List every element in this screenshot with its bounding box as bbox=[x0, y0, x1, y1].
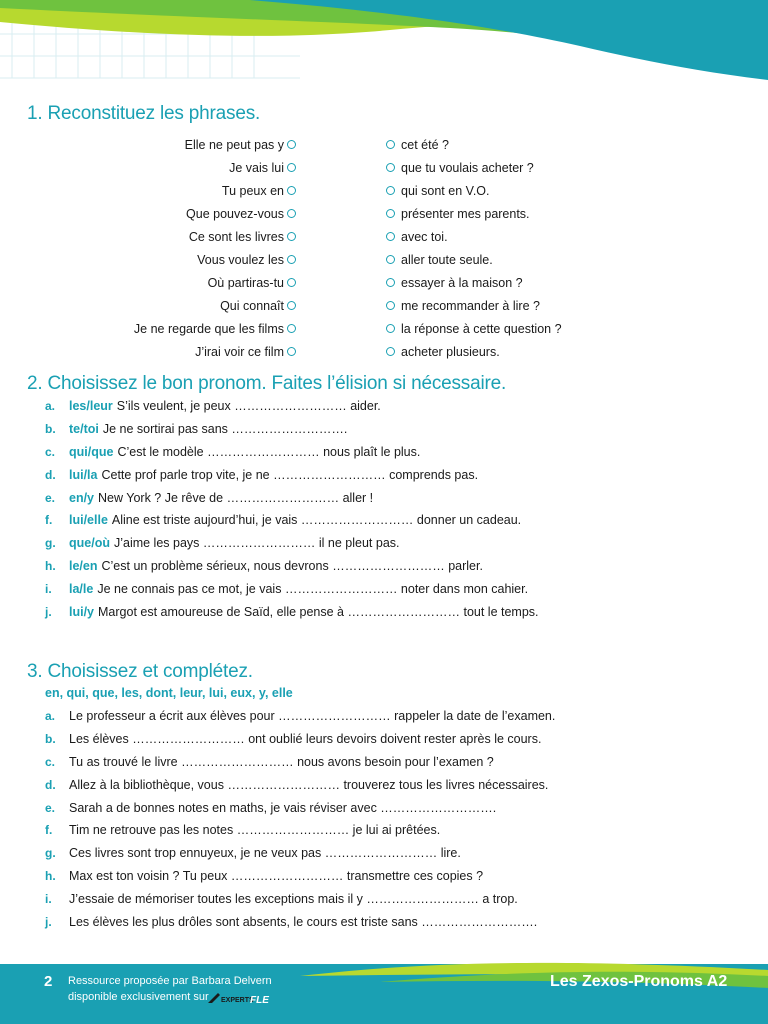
page-number: 2 bbox=[44, 973, 53, 990]
sentence-start: Où partiras-tu bbox=[207, 275, 284, 290]
item-letter: d. bbox=[45, 467, 56, 482]
text-before: New York ? Je rêve de bbox=[98, 490, 224, 505]
answer-blank[interactable]: ……………………… bbox=[273, 467, 386, 482]
text-after: lire. bbox=[440, 846, 461, 861]
answer-blank[interactable]: ……………………… bbox=[278, 709, 391, 724]
match-dot-icon[interactable] bbox=[386, 209, 395, 218]
exercise-1-right-column bbox=[386, 133, 686, 363]
exercise-1-left-item bbox=[100, 133, 296, 156]
exercise-1-left-item bbox=[100, 340, 296, 363]
header-decoration bbox=[0, 0, 768, 90]
logo-arrow-icon bbox=[208, 993, 220, 1003]
pronoun-choice: la/le bbox=[69, 581, 94, 596]
match-dot-icon[interactable] bbox=[287, 163, 296, 172]
exercise-2-item bbox=[45, 509, 745, 532]
text-before: Margot est amoureuse de Saïd, elle pense à bbox=[98, 604, 344, 619]
item-letter: e. bbox=[45, 800, 56, 815]
item-letter: f. bbox=[45, 823, 53, 838]
exercise-2-item bbox=[45, 555, 745, 578]
match-dot-icon[interactable] bbox=[287, 232, 296, 241]
exercise-1-left-item bbox=[100, 271, 296, 294]
exercise-1-right-item bbox=[386, 225, 686, 248]
text-before: Max est ton voisin ? Tu peux bbox=[69, 868, 228, 883]
sentence-end: aller toute seule. bbox=[401, 252, 493, 267]
sentence-end: me recommander à lire ? bbox=[401, 298, 540, 313]
text-after: ont oublié leurs devoirs doivent rester après le cours. bbox=[248, 732, 542, 747]
exercise-2-item bbox=[45, 532, 745, 555]
answer-blank[interactable]: ……………………… bbox=[300, 513, 414, 528]
exercise-2-item bbox=[45, 600, 745, 623]
match-dot-icon[interactable] bbox=[287, 324, 296, 333]
sentence-start: Je ne regarde que les films bbox=[133, 321, 284, 336]
answer-blank[interactable]: ……………………… bbox=[324, 846, 438, 861]
match-dot-icon[interactable] bbox=[287, 278, 296, 287]
pronoun-choice: lui/elle bbox=[69, 513, 108, 528]
item-letter: i. bbox=[45, 891, 52, 906]
match-dot-icon[interactable] bbox=[386, 186, 395, 195]
sentence-start: Je vais lui bbox=[229, 160, 284, 175]
answer-blank[interactable]: ……………………… bbox=[347, 604, 460, 619]
item-letter: e. bbox=[45, 490, 56, 505]
item-letter: j. bbox=[45, 604, 52, 619]
text-after: rappeler la date de l’examen. bbox=[394, 709, 556, 724]
text-after: je lui ai prêtées. bbox=[352, 823, 441, 838]
exercise-3-item bbox=[45, 796, 745, 819]
match-dot-icon[interactable] bbox=[386, 163, 395, 172]
text-after: tout le temps. bbox=[463, 604, 539, 619]
credit-line-2: disponible exclusivement sur bbox=[68, 991, 209, 1003]
pronoun-choice: te/toi bbox=[69, 422, 99, 437]
text-before: J’essaie de mémoriser toutes les exceptions mais il y bbox=[69, 891, 363, 906]
answer-blank[interactable]: ……………………… bbox=[284, 581, 398, 596]
sentence-end: acheter plusieurs. bbox=[401, 344, 500, 359]
text-before: Cette prof parle trop vite, je ne bbox=[101, 467, 270, 482]
text-after: nous plaît le plus. bbox=[323, 444, 421, 459]
answer-blank[interactable]: ……………………… bbox=[366, 891, 479, 906]
sentence-start: Qui connaît bbox=[220, 298, 284, 313]
text-before: Les élèves bbox=[69, 732, 129, 747]
exercise-1-right-item bbox=[386, 294, 686, 317]
exercise-1-left-item bbox=[100, 156, 296, 179]
item-letter: d. bbox=[45, 777, 56, 792]
exercise-3-item bbox=[45, 705, 745, 728]
header-banner bbox=[0, 0, 768, 90]
answer-blank[interactable]: ……………………… bbox=[236, 823, 350, 838]
answer-blank[interactable]: ……………………… bbox=[380, 800, 493, 815]
item-letter: g. bbox=[45, 846, 56, 861]
exercise-1-right-item bbox=[386, 179, 686, 202]
text-before: C’est un problème sérieux, nous devrons bbox=[101, 558, 329, 573]
text-after: . bbox=[492, 800, 497, 815]
item-letter: g. bbox=[45, 536, 56, 551]
text-before: C’est le modèle bbox=[117, 444, 204, 459]
text-after: trouverez tous les livres nécessaires. bbox=[343, 777, 549, 792]
text-before: Ces livres sont trop ennuyeux, je ne veux pas bbox=[69, 846, 322, 861]
sentence-end: présenter mes parents. bbox=[401, 206, 530, 221]
text-before: Tu as trouvé le livre bbox=[69, 754, 178, 769]
match-dot-icon[interactable] bbox=[386, 255, 395, 264]
answer-blank[interactable]: ……………………… bbox=[234, 399, 347, 414]
exercise-1-left-item bbox=[100, 225, 296, 248]
text-after: a trop. bbox=[482, 891, 518, 906]
exercise-1-left-item bbox=[100, 179, 296, 202]
answer-blank[interactable]: ……………………… bbox=[202, 536, 316, 551]
answer-blank[interactable]: ……………………… bbox=[226, 490, 340, 505]
text-after: noter dans mon cahier. bbox=[400, 581, 529, 596]
sentence-end: que tu voulais acheter ? bbox=[401, 160, 534, 175]
svg-text:EXPERTS: EXPERTS bbox=[221, 997, 254, 1004]
item-letter: i. bbox=[45, 581, 52, 596]
exercise-2-item bbox=[45, 395, 745, 418]
exercise-1-right-item bbox=[386, 248, 686, 271]
item-letter: a. bbox=[45, 709, 56, 724]
text-before: Je ne connais pas ce mot, je vais bbox=[97, 581, 282, 596]
text-before: S’ils veulent, je peux bbox=[116, 399, 231, 414]
exercise-3-title: 3. Choisissez et complétez. bbox=[27, 661, 253, 682]
text-before: J’aime les pays bbox=[113, 536, 200, 551]
text-after: donner un cadeau. bbox=[416, 513, 522, 528]
answer-blank[interactable]: ……………………… bbox=[230, 868, 344, 883]
exercise-1-right-item bbox=[386, 133, 686, 156]
answer-blank[interactable]: ……………………… bbox=[231, 422, 344, 437]
item-letter: j. bbox=[45, 914, 52, 929]
sentence-end: essayer à la maison ? bbox=[401, 275, 523, 290]
match-dot-icon[interactable] bbox=[287, 186, 296, 195]
item-letter: b. bbox=[45, 732, 56, 747]
item-letter: b. bbox=[45, 422, 56, 437]
pronoun-choice: que/où bbox=[69, 536, 110, 551]
sentence-start: Tu peux en bbox=[221, 183, 284, 198]
exercise-1-left-item bbox=[100, 202, 296, 225]
text-after: . bbox=[533, 914, 538, 929]
exercise-1-right-item bbox=[386, 271, 686, 294]
match-dot-icon[interactable] bbox=[287, 347, 296, 356]
sentence-start: Vous voulez les bbox=[197, 252, 284, 267]
text-after: aider. bbox=[350, 399, 381, 414]
pronoun-choice: lui/la bbox=[69, 467, 98, 482]
text-before: Les élèves les plus drôles sont absents, le cours est triste sans bbox=[69, 914, 418, 929]
text-after: parler. bbox=[448, 558, 483, 573]
word-bank: en, qui, que, les, dont, leur, lui, eux, y, elle bbox=[45, 686, 293, 700]
exercise-2-title: 2. Choisissez le bon pronom. Faites l’élision si nécessaire. bbox=[27, 373, 507, 394]
match-dot-icon[interactable] bbox=[386, 324, 395, 333]
answer-blank[interactable]: ……………………… bbox=[227, 777, 340, 792]
pronoun-choice: le/en bbox=[69, 558, 98, 573]
text-before: Allez à la bibliothèque, vous bbox=[69, 777, 224, 792]
text-after: comprends pas. bbox=[389, 467, 479, 482]
document-title: Les Zexos-Pronoms A2 bbox=[550, 973, 728, 990]
item-letter: a. bbox=[45, 399, 56, 414]
exercise-3-item bbox=[45, 910, 745, 933]
exercise-3-item bbox=[45, 887, 745, 910]
match-dot-icon[interactable] bbox=[386, 232, 395, 241]
exercise-3-item bbox=[45, 842, 745, 865]
text-before: Le professeur a écrit aux élèves pour bbox=[69, 709, 275, 724]
exercise-3-list bbox=[45, 705, 745, 933]
credit-line-1: Ressource proposée par Barbara Delvern bbox=[68, 975, 272, 987]
exercise-3-item bbox=[45, 728, 745, 751]
answer-blank[interactable]: ……………………… bbox=[207, 444, 320, 459]
item-letter: h. bbox=[45, 558, 56, 573]
match-dot-icon[interactable] bbox=[287, 255, 296, 264]
text-before: Aline est triste aujourd’hui, je vais bbox=[111, 513, 298, 528]
pronoun-choice: les/leur bbox=[69, 399, 113, 414]
exercise-2-item bbox=[45, 577, 745, 600]
answer-blank[interactable]: ……………………… bbox=[332, 558, 445, 573]
item-letter: f. bbox=[45, 513, 53, 528]
text-before: Tim ne retrouve pas les notes bbox=[69, 823, 234, 838]
text-before: Je ne sortirai pas sans bbox=[102, 422, 228, 437]
sentence-start: J’irai voir ce film bbox=[195, 344, 284, 359]
match-dot-icon[interactable] bbox=[386, 347, 395, 356]
text-before: Sarah a de bonnes notes en maths, je vais réviser avec bbox=[69, 800, 377, 815]
answer-blank[interactable]: ……………………… bbox=[181, 754, 294, 769]
pronoun-choice: lui/y bbox=[69, 604, 95, 619]
exercise-2-item bbox=[45, 441, 745, 464]
text-after: transmettre ces copies ? bbox=[346, 868, 484, 883]
match-dot-icon[interactable] bbox=[386, 140, 395, 149]
item-letter: c. bbox=[45, 444, 56, 459]
exercise-2-list bbox=[45, 395, 745, 623]
text-after: . bbox=[343, 422, 348, 437]
exercise-2-item bbox=[45, 463, 745, 486]
match-dot-icon[interactable] bbox=[287, 301, 296, 310]
exercise-1-left-item bbox=[100, 317, 296, 340]
text-after: aller ! bbox=[342, 490, 374, 505]
exercise-1-right-item bbox=[386, 317, 686, 340]
answer-blank[interactable]: ……………………… bbox=[421, 914, 534, 929]
footer-banner bbox=[0, 960, 768, 1024]
sentence-start: Ce sont les livres bbox=[188, 229, 284, 244]
exercise-1-left-item bbox=[100, 248, 296, 271]
sentence-start: Que pouvez-vous bbox=[186, 206, 284, 221]
expertsfle-logo[interactable] bbox=[206, 990, 270, 1006]
svg-text:FLE: FLE bbox=[250, 995, 269, 1006]
answer-blank[interactable]: ……………………… bbox=[132, 732, 245, 747]
exercise-1-right-item bbox=[386, 156, 686, 179]
exercise-3-item bbox=[45, 773, 745, 796]
text-after: nous avons besoin pour l’examen ? bbox=[297, 754, 494, 769]
exercise-1-left-column bbox=[100, 133, 296, 363]
exercise-3-item bbox=[45, 865, 745, 888]
item-letter: h. bbox=[45, 868, 56, 883]
exercise-1-title: 1. Reconstituez les phrases. bbox=[27, 103, 261, 124]
sentence-start: Elle ne peut pas y bbox=[184, 137, 284, 152]
exercise-3-item bbox=[45, 819, 745, 842]
exercise-1-left-item bbox=[100, 294, 296, 317]
exercise-3-item bbox=[45, 751, 745, 774]
sentence-end: avec toi. bbox=[401, 229, 448, 244]
sentence-end: cet été ? bbox=[401, 137, 449, 152]
sentence-end: la réponse à cette question ? bbox=[401, 321, 562, 336]
pronoun-choice: qui/que bbox=[69, 444, 114, 459]
exercise-1-right-item bbox=[386, 340, 686, 363]
text-after: il ne pleut pas. bbox=[318, 536, 400, 551]
exercise-2-item bbox=[45, 486, 745, 509]
pronoun-choice: en/y bbox=[69, 490, 95, 505]
match-dot-icon[interactable] bbox=[287, 140, 296, 149]
exercise-2-item bbox=[45, 418, 745, 441]
sentence-end: qui sont en V.O. bbox=[401, 183, 490, 198]
match-dot-icon[interactable] bbox=[386, 278, 395, 287]
match-dot-icon[interactable] bbox=[287, 209, 296, 218]
match-dot-icon[interactable] bbox=[386, 301, 395, 310]
exercise-1-right-item bbox=[386, 202, 686, 225]
item-letter: c. bbox=[45, 754, 56, 769]
